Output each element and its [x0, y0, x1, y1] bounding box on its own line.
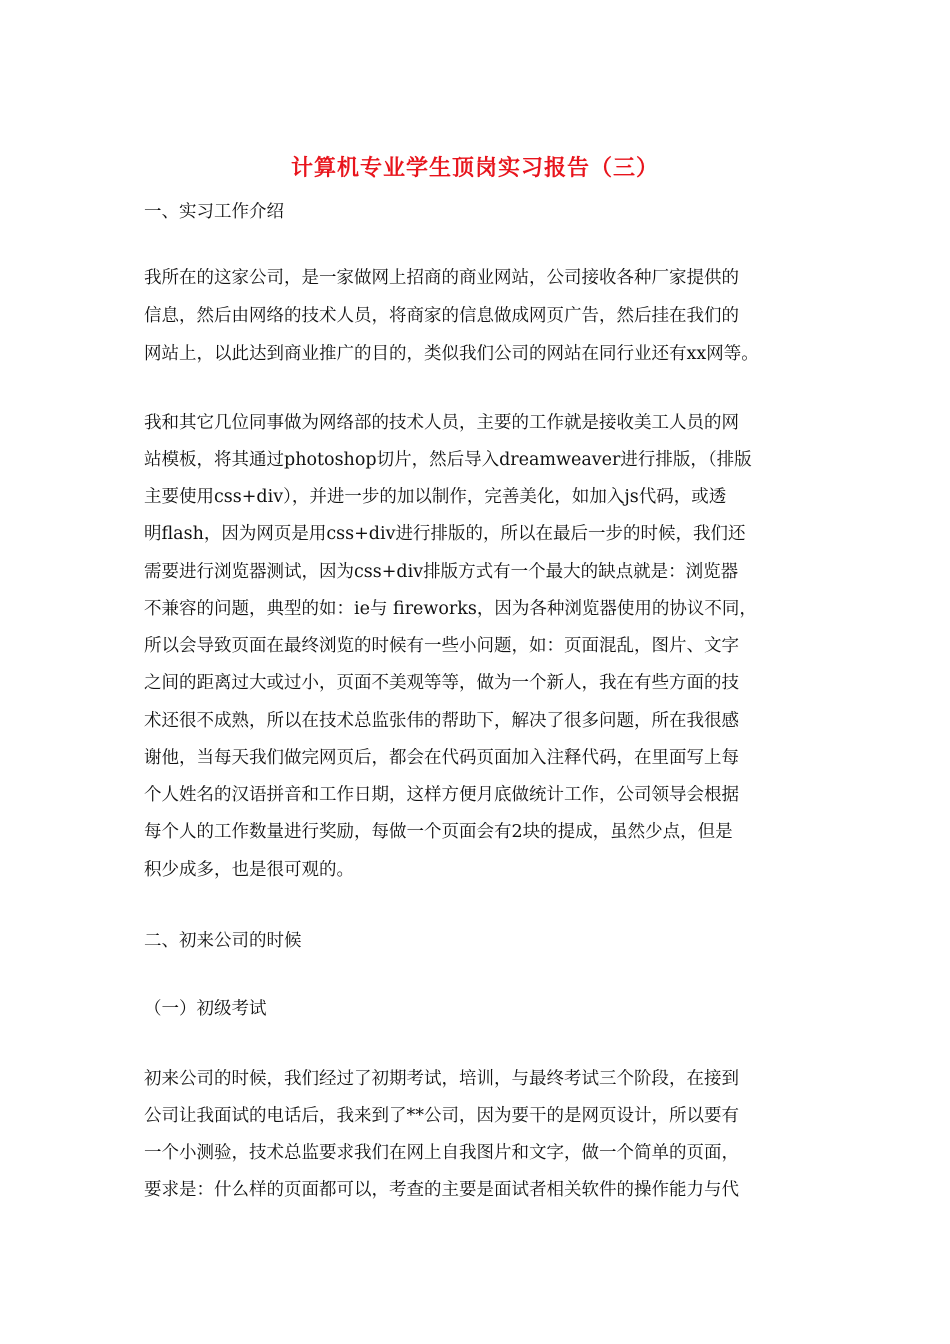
paragraph-line: 需要进行浏览器测试，因为css+div排版方式有一个最大的缺点就是：浏览器: [144, 562, 739, 582]
paragraph-line: 我所在的这家公司，是一家做网上招商的商业网站，公司接收各种厂家提供的: [144, 268, 739, 288]
paragraph-line: 每个人的工作数量进行奖励，每做一个页面会有2块的提成，虽然少点，但是: [144, 822, 733, 842]
paragraph-line: 公司让我面试的电话后，我来到了**公司，因为要干的是网页设计，所以要有: [144, 1106, 739, 1126]
paragraph-line: 初来公司的时候，我们经过了初期考试，培训，与最终考试三个阶段，在接到: [144, 1069, 739, 1089]
section-heading-2: 二、初来公司的时候: [144, 931, 302, 951]
subsection-heading-1: （一）初级考试: [144, 999, 267, 1019]
paragraph-line: 之间的距离过大或过小，页面不美观等等，做为一个新人，我在有些方面的技: [144, 673, 739, 693]
paragraph-line: 网站上，以此达到商业推广的目的，类似我们公司的网站在同行业还有xx网等。: [144, 344, 759, 364]
paragraph-line: 不兼容的问题，典型的如：ie与 fireworks，因为各种浏览器使用的协议不同，: [144, 599, 757, 619]
paragraph-line: 明flash，因为网页是用css+div进行排版的，所以在最后一步的时候，我们还: [144, 524, 746, 544]
document-title: 计算机专业学生顶岗实习报告（三）: [290, 155, 659, 181]
paragraph-line: 个人姓名的汉语拼音和工作日期，这样方便月底做统计工作，公司领导会根据: [144, 785, 739, 805]
paragraph-line: 主要使用css+div），并进一步的加以制作，完善美化，如加入js代码，或透: [144, 487, 727, 507]
section-heading-1: 一、实习工作介绍: [144, 202, 284, 222]
paragraph-line: 积少成多，也是很可观的。: [144, 860, 354, 880]
paragraph-line: 术还很不成熟，所以在技术总监张伟的帮助下，解决了很多问题，所在我很感: [144, 711, 739, 731]
paragraph-line: 站模板，将其通过photoshop切片，然后导入dreamweaver进行排版，（排版: [144, 450, 752, 470]
paragraph-line: 信息，然后由网络的技术人员，将商家的信息做成网页广告，然后挂在我们的: [144, 306, 739, 326]
paragraph-line: 一个小测验，技术总监要求我们在网上自我图片和文字，做一个简单的页面，: [144, 1143, 739, 1163]
paragraph-line: 我和其它几位同事做为网络部的技术人员，主要的工作就是接收美工人员的网: [144, 413, 739, 433]
paragraph-line: 所以会导致页面在最终浏览的时候有一些小问题，如：页面混乱，图片、文字: [144, 636, 739, 656]
paragraph-line: 谢他，当每天我们做完网页后，都会在代码页面加入注释代码，在里面写上每: [144, 748, 739, 768]
paragraph-line: 要求是：什么样的页面都可以，考查的主要是面试者相关软件的操作能力与代: [144, 1180, 739, 1200]
